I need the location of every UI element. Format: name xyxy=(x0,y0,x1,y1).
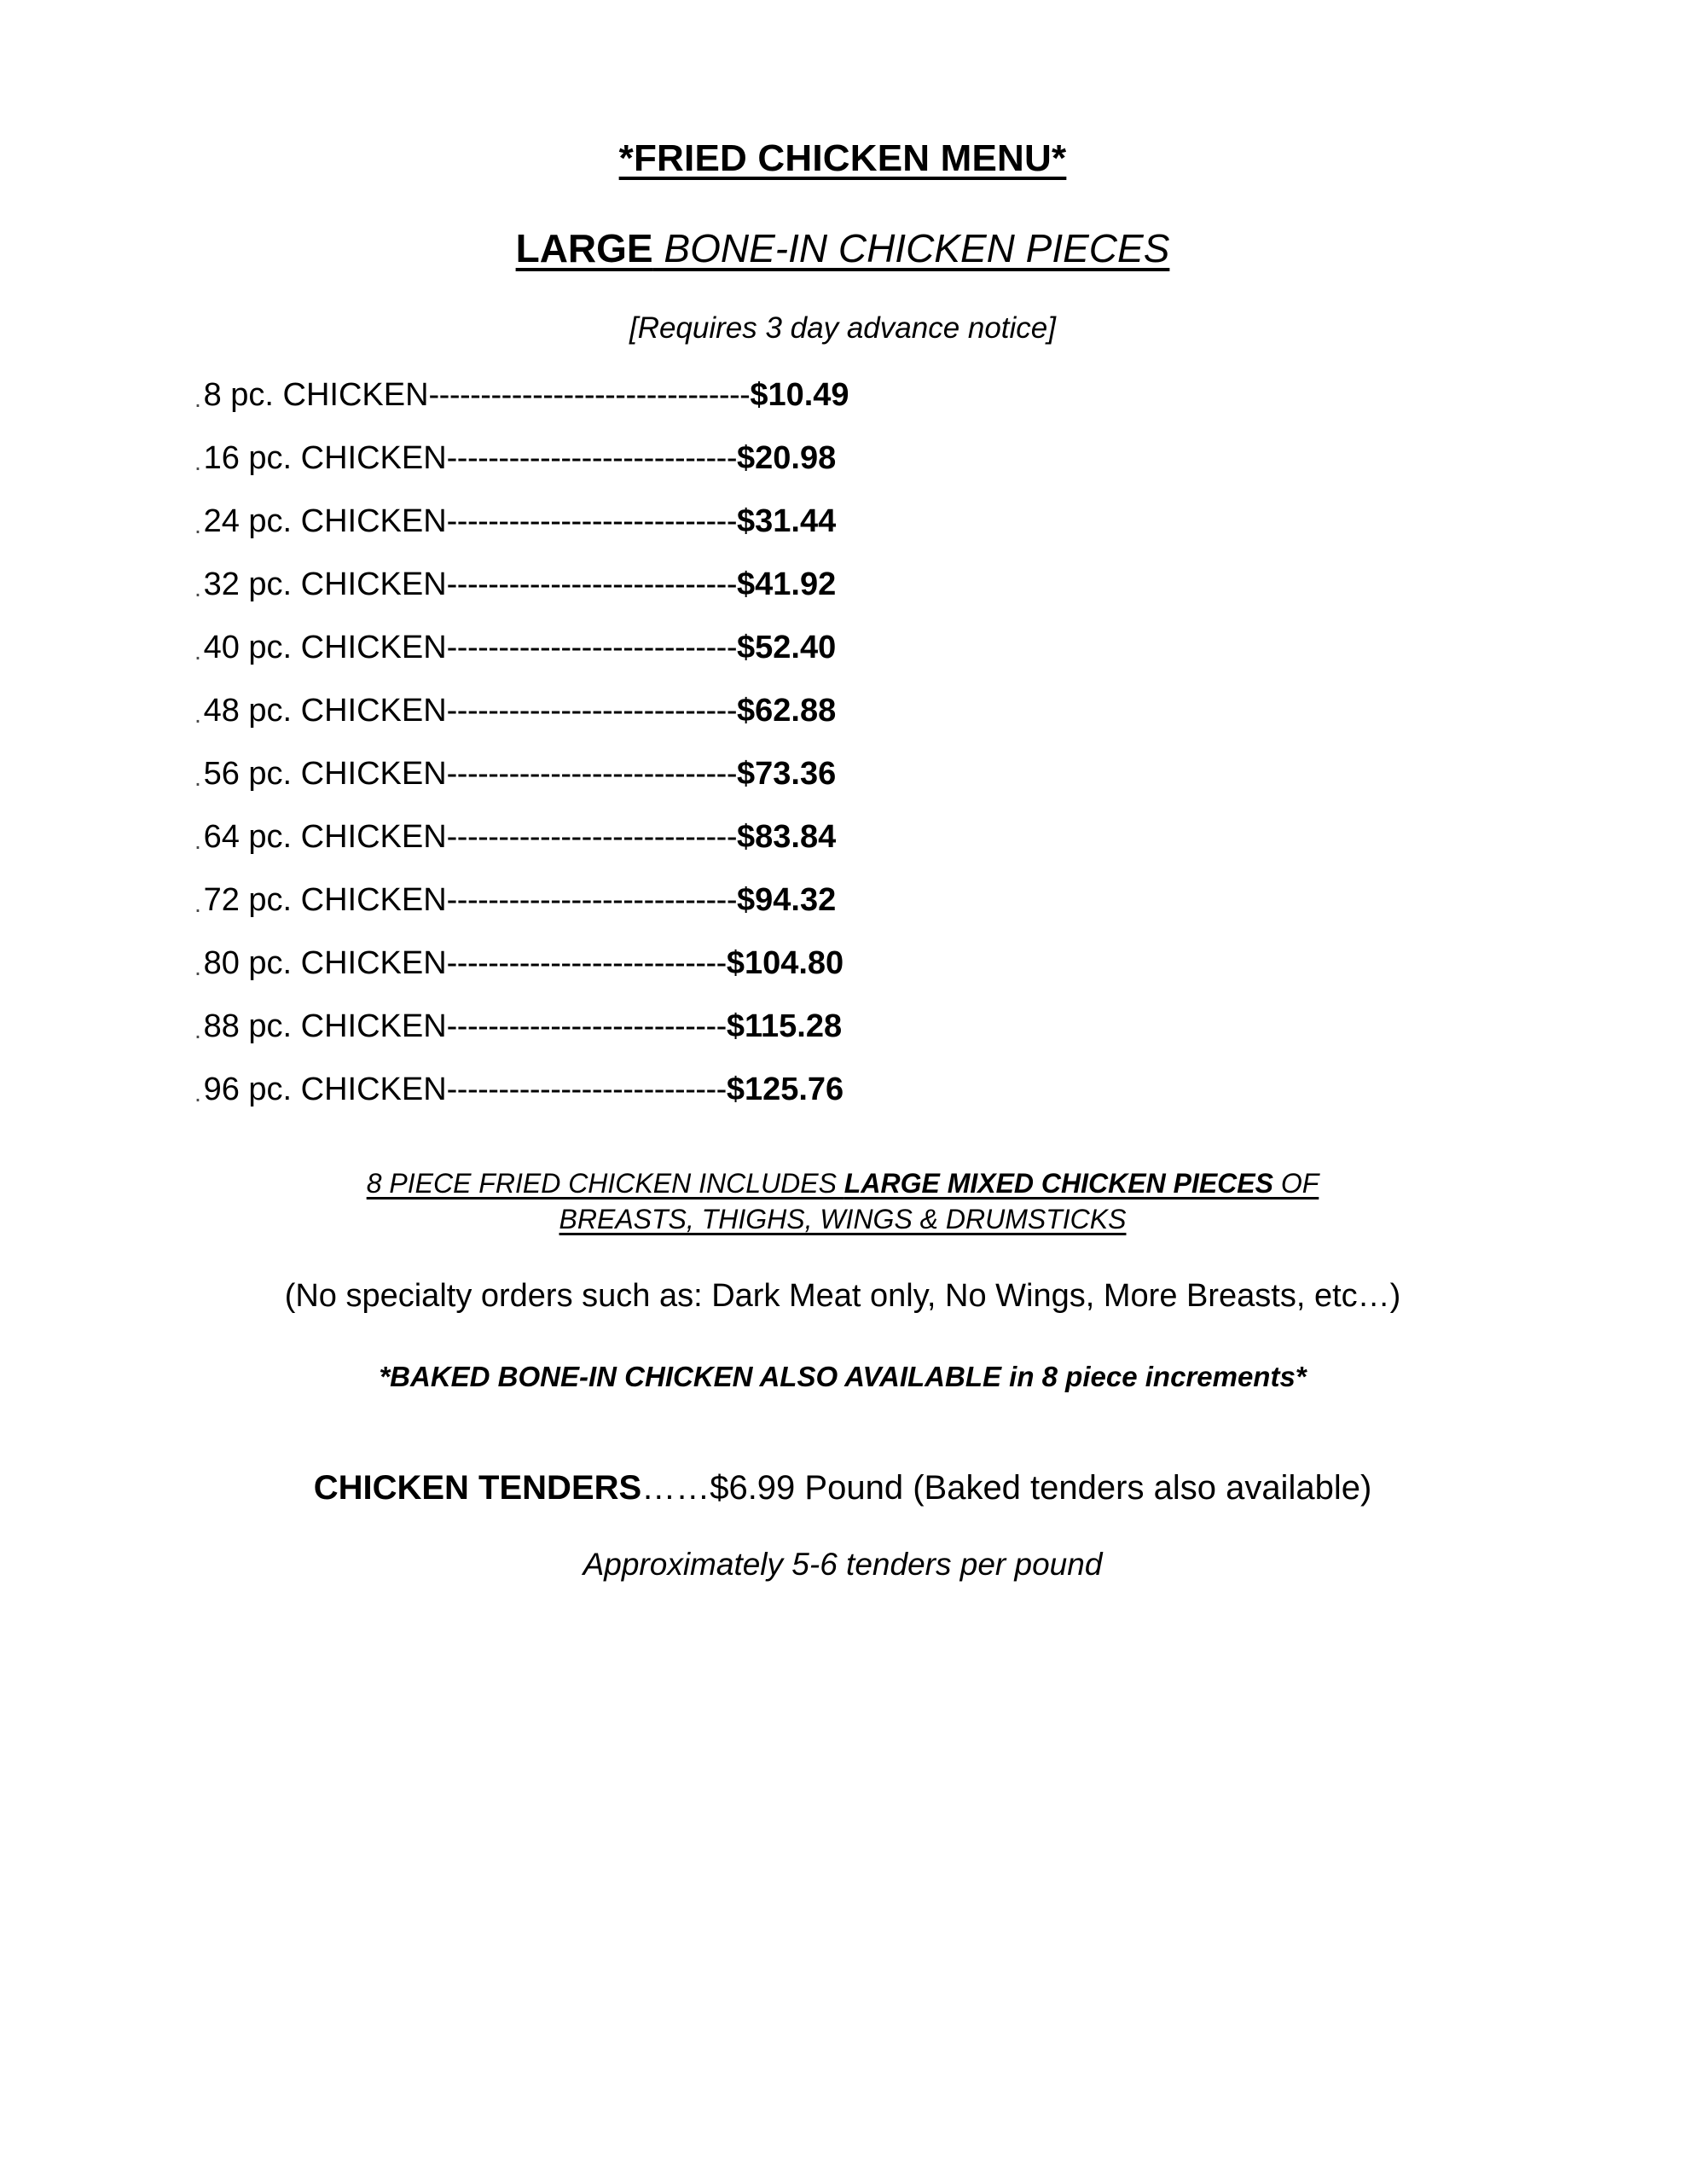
section-title-italic: BONE-IN CHICKEN PIECES xyxy=(652,225,1170,270)
row-price: $10.49 xyxy=(750,377,849,414)
price-row xyxy=(194,377,1491,414)
includes-note-part-2: LARGE MIXED CHICKEN PIECES xyxy=(844,1168,1273,1199)
row-leader: ---------------------------- xyxy=(446,440,737,477)
price-row xyxy=(194,756,1491,793)
row-bullet: . xyxy=(194,954,201,981)
section-title-bold: LARGE xyxy=(515,225,653,270)
row-price: $41.92 xyxy=(736,566,837,603)
row-label: 48 pc. CHICKEN xyxy=(203,693,447,729)
row-price: $115.28 xyxy=(726,1008,843,1045)
section-title-underline-wrap xyxy=(516,226,1170,270)
price-row xyxy=(194,1073,1491,1106)
includes-note-part-3: OF xyxy=(1272,1168,1319,1199)
advance-notice: [Requires 3 day advance notice] xyxy=(629,311,1057,346)
row-bullet: . xyxy=(194,1080,201,1107)
price-row xyxy=(194,1010,1491,1043)
includes-note-line-2: BREASTS, THIGHS, WINGS & DRUMSTICKS xyxy=(559,1204,1127,1235)
row-bullet: . xyxy=(194,828,201,855)
row-label: 32 pc. CHICKEN xyxy=(203,566,447,603)
row-leader: ------------------------------- xyxy=(428,377,751,414)
row-price: $83.84 xyxy=(736,819,837,856)
row-price: $20.98 xyxy=(736,440,837,477)
row-leader: ---------------------------- xyxy=(446,756,737,793)
row-label: 96 pc. CHICKEN xyxy=(203,1072,447,1108)
row-bullet: . xyxy=(194,449,201,476)
row-leader: --------------------------- xyxy=(446,945,727,982)
row-label: 24 pc. CHICKEN xyxy=(203,503,447,540)
row-leader: --------------------------- xyxy=(446,1008,727,1045)
row-price: $52.40 xyxy=(736,630,837,666)
row-price: $104.80 xyxy=(726,945,844,982)
row-label: 16 pc. CHICKEN xyxy=(203,440,447,477)
price-row xyxy=(194,440,1491,477)
row-label: 8 pc. CHICKEN xyxy=(203,377,429,414)
row-leader: ---------------------------- xyxy=(446,503,737,540)
row-bullet: . xyxy=(194,386,201,413)
chicken-tenders-line xyxy=(194,1467,1491,1508)
row-bullet: . xyxy=(194,891,201,918)
chicken-tenders-heading: CHICKEN TENDERS xyxy=(313,1468,642,1507)
row-price: $31.44 xyxy=(736,503,837,540)
page-title-text: *FRIED CHICKEN MENU* xyxy=(618,137,1067,179)
includes-note-line-1 xyxy=(367,1168,1319,1199)
price-row xyxy=(194,503,1491,540)
row-bullet: . xyxy=(194,575,201,602)
no-specialty-note: (No specialty orders such as: Dark Meat only, No Wings, More Breasts, etc…) xyxy=(284,1277,1401,1314)
section-title xyxy=(194,225,1491,271)
row-label: 80 pc. CHICKEN xyxy=(203,945,447,982)
row-bullet: . xyxy=(194,638,201,665)
includes-note-part-1: 8 PIECE FRIED CHICKEN INCLUDES xyxy=(366,1168,844,1199)
row-price: $62.88 xyxy=(736,693,837,729)
row-bullet: . xyxy=(194,512,201,539)
row-leader: --------------------------- xyxy=(446,1072,727,1108)
includes-note xyxy=(194,1165,1491,1237)
row-label: 88 pc. CHICKEN xyxy=(203,1008,447,1045)
row-bullet: . xyxy=(194,764,201,792)
row-leader: ---------------------------- xyxy=(446,630,737,666)
row-bullet: . xyxy=(194,701,201,729)
chicken-tenders-subtext: Approximately 5-6 tenders per pound xyxy=(583,1546,1103,1582)
price-row xyxy=(194,568,1491,601)
row-price: $94.32 xyxy=(736,882,837,919)
price-row xyxy=(194,882,1491,919)
row-leader: ---------------------------- xyxy=(446,566,737,603)
price-row xyxy=(194,819,1491,856)
row-price: $73.36 xyxy=(736,756,837,793)
price-list xyxy=(194,379,1491,1106)
chicken-tenders-price: ……$6.99 Pound (Baked tenders also available) xyxy=(641,1468,1372,1507)
row-leader: ---------------------------- xyxy=(446,693,737,729)
price-row xyxy=(194,945,1491,982)
row-label: 56 pc. CHICKEN xyxy=(203,756,447,793)
row-leader: ---------------------------- xyxy=(446,819,737,856)
row-label: 72 pc. CHICKEN xyxy=(203,882,447,919)
row-bullet: . xyxy=(194,1017,201,1044)
row-price: $125.76 xyxy=(726,1072,844,1108)
baked-chicken-note: *BAKED BONE-IN CHICKEN ALSO AVAILABLE in 8 piece increments* xyxy=(379,1361,1307,1393)
menu-content xyxy=(194,0,1491,1583)
price-row xyxy=(194,694,1491,727)
row-label: 40 pc. CHICKEN xyxy=(203,630,447,666)
row-leader: ---------------------------- xyxy=(446,882,737,919)
page-title xyxy=(194,136,1491,181)
row-label: 64 pc. CHICKEN xyxy=(203,819,447,856)
price-row xyxy=(194,631,1491,664)
